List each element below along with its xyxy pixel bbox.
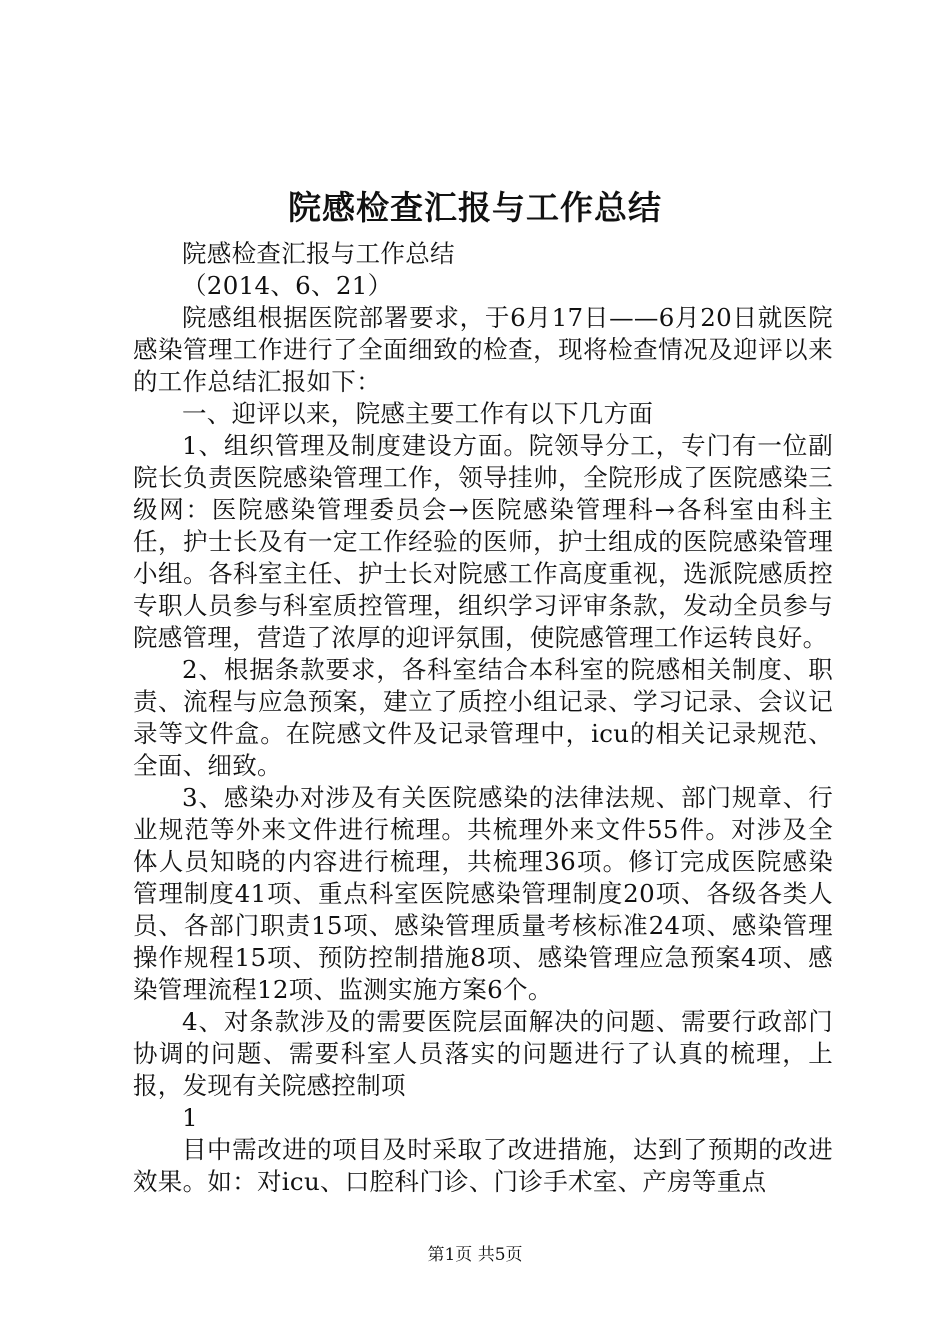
document-body	[133, 238, 833, 1198]
paragraph-continuation: 目中需改进的项目及时采取了改进措施，达到了预期的改进效果。如：对icu、口腔科门诊、门诊手术室、产房等重点	[133, 1135, 833, 1196]
paragraph-item-3: 3、感染办对涉及有关医院感染的法律法规、部门规章、行业规范等外来文件进行梳理。共梳理外来文件55件。对涉及全体人员知晓的内容进行梳理，共梳理36项。修订完成医院感染管理制度41项、重点科室医院感染管理制度20项、各级各类人员、各部门职责15项、感染管理质量考核标准24项、感染管理操作规程15项、预防控制措施8项、感染管理应急预案4项、感染管理流程12项、监测实施方案6个。	[133, 783, 833, 1004]
document-subtitle: 院感检查汇报与工作总结	[182, 239, 455, 268]
page-footer: 第1页 共5页	[427, 1245, 523, 1265]
inline-page-marker: 1	[182, 1103, 198, 1132]
document-date: （2014、6、21）	[182, 271, 393, 300]
paragraph-item-2: 2、根据条款要求，各科室结合本科室的院感相关制度、职责、流程与应急预案，建立了质控小组记录、学习记录、会议记录等文件盒。在院感文件及记录管理中，icu的相关记录规范、全面、细致。	[133, 655, 833, 780]
paragraph-item-1: 1、组织管理及制度建设方面。院领导分工，专门有一位副院长负责医院感染管理工作，领导挂帅，全院形成了医院感染三级网：医院感染管理委员会→医院感染管理科→各科室由科主任，护士长及有一定工作经验的医师，护士组成的医院感染管理小组。各科室主任、护士长对院感工作高度重视，选派院感质控专职人员参与科室质控管理，组织学习评审条款，发动全员参与院感管理，营造了浓厚的迎评氛围，使院感管理工作运转良好。	[133, 431, 833, 652]
paragraph-intro: 院感组根据医院部署要求，于6月17日——6月20日就医院感染管理工作进行了全面细致的检查，现将检查情况及迎评以来的工作总结汇报如下：	[133, 303, 833, 396]
paragraph-item-4: 4、对条款涉及的需要医院层面解决的问题、需要行政部门协调的问题、需要科室人员落实的问题进行了认真的梳理，上报，发现有关院感控制项	[133, 1007, 833, 1100]
section-heading: 一、迎评以来，院感主要工作有以下几方面	[182, 399, 654, 428]
document-title: 院感检查汇报与工作总结	[288, 188, 662, 227]
